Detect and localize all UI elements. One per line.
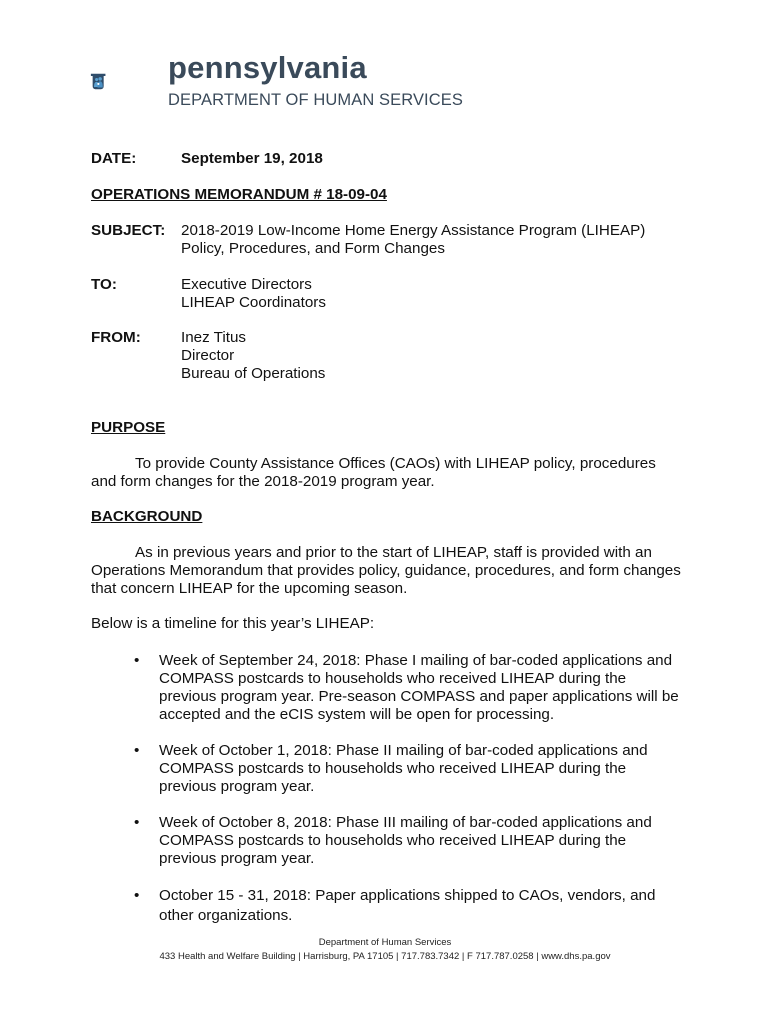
bullet-icon: • xyxy=(134,742,140,759)
purpose-heading: PURPOSE xyxy=(91,419,166,436)
timeline-item-3-line-1: Week of October 8, 2018: Phase III mailing of bar-coded applications and xyxy=(159,814,652,831)
bullet-icon: • xyxy=(134,887,140,904)
timeline-item-1-line-3: previous program year. Pre-season COMPASS and paper applications will be xyxy=(159,688,679,705)
memo-number: OPERATIONS MEMORANDUM # 18-09-04 xyxy=(91,186,387,203)
background-line-1: As in previous years and prior to the start of LIHEAP, staff is provided with an xyxy=(135,544,652,561)
from-label: FROM: xyxy=(91,329,141,346)
timeline-item-2-line-1: Week of October 1, 2018: Phase II mailing of bar-coded applications and xyxy=(159,742,648,759)
timeline-item-3-line-3: previous program year. xyxy=(159,850,315,867)
subject-line-1: 2018-2019 Low-Income Home Energy Assistance Program (LIHEAP) xyxy=(181,222,646,239)
timeline-item-2-line-2: COMPASS postcards to households who received LIHEAP during the xyxy=(159,760,627,777)
subject-line-2: Policy, Procedures, and Form Changes xyxy=(181,240,445,257)
from-line-3: Bureau of Operations xyxy=(181,365,326,382)
timeline-item-1-line-1: Week of September 24, 2018: Phase I mailing of bar-coded applications and xyxy=(159,652,673,669)
to-label: TO: xyxy=(91,276,117,293)
brand-department: DEPARTMENT OF HUMAN SERVICES xyxy=(168,91,463,109)
bullet-icon: • xyxy=(134,814,140,831)
timeline-item-1-line-2: COMPASS postcards to households who received LIHEAP during the xyxy=(159,670,627,687)
footer-address: 433 Health and Welfare Building | Harrisburg, PA 17105 | 717.783.7342 | F 717.787.0258 | www.dhs.pa.gov xyxy=(159,951,611,962)
background-line-2: Operations Memorandum that provides policy, guidance, procedures, and form changes xyxy=(91,562,681,579)
subject-label: SUBJECT: xyxy=(91,222,166,239)
to-line-1: Executive Directors xyxy=(181,276,312,293)
to-line-2: LIHEAP Coordinators xyxy=(181,294,326,311)
date-label: DATE: xyxy=(91,150,137,167)
timeline-item-1-line-4: accepted and the eCIS system will be open for processing. xyxy=(159,706,555,723)
timeline-intro: Below is a timeline for this year’s LIHEAP: xyxy=(91,615,375,632)
footer-department: Department of Human Services xyxy=(318,937,452,948)
date-value: September 19, 2018 xyxy=(181,150,323,167)
timeline-item-2-line-3: previous program year. xyxy=(159,778,315,795)
timeline-item-4-line-1: October 15 - 31, 2018: Paper applications shipped to CAOs, vendors, and xyxy=(159,887,656,904)
bullet-icon: • xyxy=(134,652,140,669)
purpose-line-2: and form changes for the 2018-2019 program year. xyxy=(91,473,435,490)
keystone-family-icon xyxy=(90,44,165,119)
background-heading: BACKGROUND xyxy=(91,508,203,525)
from-line-2: Director xyxy=(181,347,235,364)
timeline-item-3-line-2: COMPASS postcards to households who received LIHEAP during the xyxy=(159,832,627,849)
timeline-item-4-line-2: other organizations. xyxy=(159,907,293,924)
brand-name: pennsylvania xyxy=(168,50,367,85)
from-line-1: Inez Titus xyxy=(181,329,246,346)
background-line-3: that concern LIHEAP for the upcoming season. xyxy=(91,580,408,597)
purpose-line-1: To provide County Assistance Offices (CAOs) with LIHEAP policy, procedures xyxy=(135,455,656,472)
